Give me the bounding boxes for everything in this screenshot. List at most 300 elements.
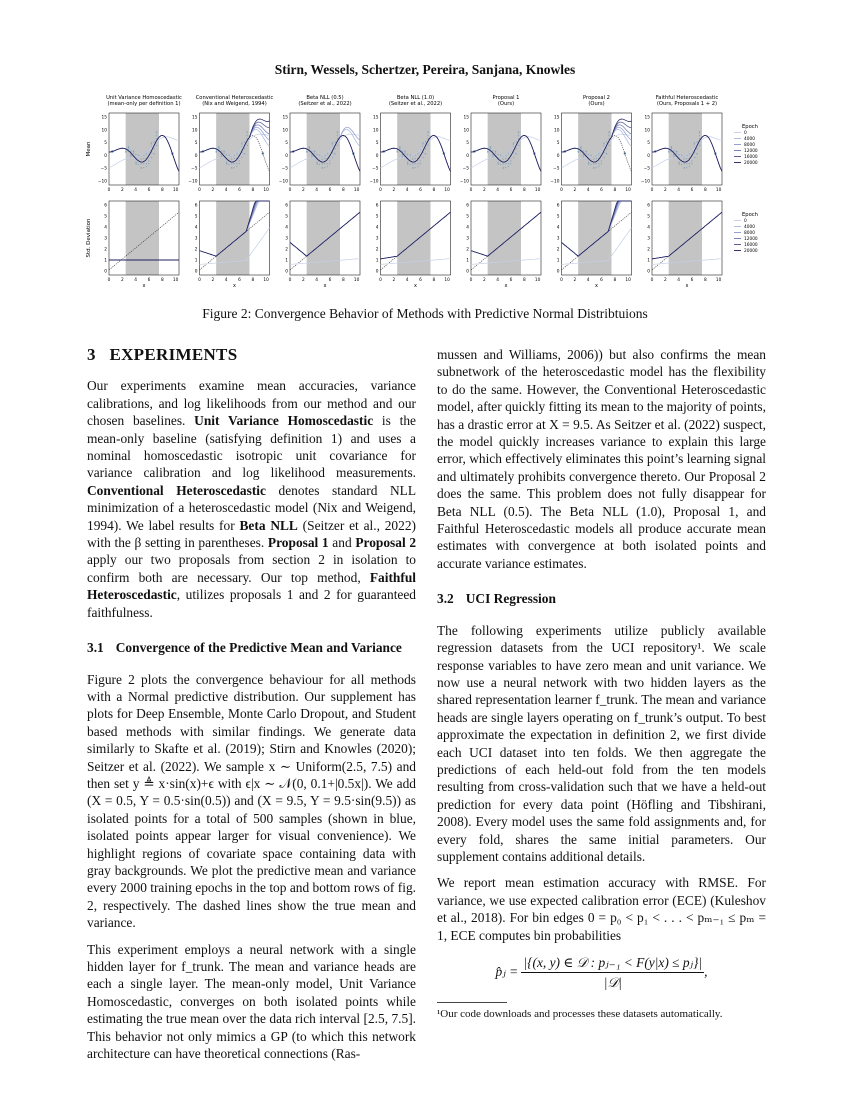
panel-subtitle: (Ours, Proposals 1 + 2) bbox=[656, 101, 718, 107]
legend-label: 12000 bbox=[744, 149, 758, 154]
text-run: (Seitzer et al., 2022) with the β setting in parentheses. bbox=[87, 517, 416, 551]
x-tick-label: 4 bbox=[405, 278, 409, 283]
right-column bbox=[437, 346, 766, 1021]
scatter-point bbox=[508, 163, 509, 164]
x-tick-label: 8 bbox=[432, 278, 436, 283]
scatter-point bbox=[595, 167, 596, 168]
x-tick-label: 2 bbox=[482, 188, 486, 193]
x-tick-label: 6 bbox=[419, 188, 422, 193]
scatter-point bbox=[136, 162, 137, 163]
scatter-point bbox=[244, 148, 245, 149]
y-tick-label: −5 bbox=[100, 166, 107, 172]
x-tick-label: 10 bbox=[625, 278, 631, 283]
section-title bbox=[87, 346, 416, 363]
scatter-point bbox=[425, 141, 426, 142]
x-tick-label: 10 bbox=[715, 188, 722, 193]
scatter-point bbox=[495, 151, 496, 152]
scatter-point bbox=[241, 157, 242, 158]
y-tick-label: 5 bbox=[285, 214, 288, 220]
scatter-point bbox=[428, 145, 429, 146]
scatter-point bbox=[518, 145, 519, 146]
y-tick-label: 0 bbox=[194, 269, 198, 275]
panel-title: Proposal 1 bbox=[492, 95, 520, 101]
y-tick-label: 2 bbox=[375, 247, 379, 253]
y-tick-label: 6 bbox=[647, 203, 650, 209]
scatter-point bbox=[311, 154, 312, 155]
paragraph-network: This experiment employs a neural network with a single hidden layer for f_trunk. The mean and variance heads are each a single layer. The mean-only model, Unit Variance Homoscedastic, converges on both isolated points while estimating the true mean over the data rich interval [2.5, 7.5]. This behavior not only mimics a GP (to which this network architecture can have theoretical connections (Ras- bbox=[87, 941, 416, 1062]
x-tick-label: 8 bbox=[522, 188, 526, 193]
y-tick-label: 3 bbox=[194, 236, 198, 242]
scatter-point bbox=[415, 158, 416, 159]
scatter-point bbox=[417, 166, 418, 167]
x-tick-label: 8 bbox=[703, 278, 707, 283]
y-tick-label: 0 bbox=[466, 153, 469, 159]
y-tick-label: 4 bbox=[104, 225, 107, 231]
scatter-point bbox=[676, 151, 677, 152]
scatter-point bbox=[513, 142, 514, 143]
scatter-point bbox=[337, 131, 338, 132]
panel-subtitle: (Nix and Weigend, 1994) bbox=[202, 101, 267, 107]
y-tick-label: 2 bbox=[194, 247, 198, 253]
scatter-point bbox=[138, 155, 139, 156]
y-tick-label: 5 bbox=[647, 141, 650, 147]
x-tick-label: 8 bbox=[160, 188, 164, 193]
scatter-point bbox=[608, 132, 609, 133]
equation-numerator: |{(x, y) ∈ 𝒟 : pⱼ₋₁ < F(y|x) ≤ pⱼ}| bbox=[521, 954, 704, 973]
y-tick-label: 4 bbox=[194, 225, 198, 231]
panel-subtitle: (Ours) bbox=[497, 101, 515, 107]
text-run: is the mean-only baseline (satisfying definition 1) and uses a nominal homoscedastic isotropic unit covariance for variance calibration and log likelihood measurements. bbox=[87, 413, 416, 481]
panel-subtitle: (Ours) bbox=[588, 101, 605, 107]
y-tick-label: 10 bbox=[373, 128, 379, 134]
x-tick-label: 2 bbox=[211, 278, 215, 283]
equation-tail: , bbox=[704, 963, 708, 979]
x-tick-label: 2 bbox=[120, 278, 124, 283]
paragraph-ece: We report mean estimation accuracy with RMSE. For variance, we use expected calibration error (ECE) (Kuleshov et al., 2018). For bin edges 0 = p₀ < p₁ < . . . < pₘ₋₁ ≤ pₘ = 1, ECE computes bin probabilities bbox=[437, 875, 766, 943]
scatter-point bbox=[329, 160, 330, 161]
x-tick-label: 6 bbox=[238, 278, 241, 283]
y-tick-label: 2 bbox=[104, 247, 107, 253]
y-tick-label: 4 bbox=[556, 225, 560, 231]
scatter-point bbox=[696, 153, 697, 154]
data-region-shade bbox=[216, 201, 249, 275]
y-tick-label: −10 bbox=[459, 179, 469, 185]
x-tick-label: 0 bbox=[469, 278, 473, 283]
scatter-point bbox=[518, 135, 519, 136]
scatter-point bbox=[425, 153, 426, 154]
x-tick-label: 0 bbox=[560, 278, 563, 283]
scatter-point bbox=[684, 168, 685, 169]
scatter-point bbox=[223, 151, 224, 152]
scatter-point bbox=[246, 135, 247, 136]
scatter-point bbox=[606, 153, 607, 154]
data-region-shade bbox=[669, 201, 702, 275]
scatter-point bbox=[681, 164, 682, 165]
y-tick-label: 15 bbox=[463, 115, 469, 121]
legend-title: Epoch bbox=[742, 124, 758, 130]
x-tick-label: 8 bbox=[341, 278, 345, 283]
scatter-point bbox=[153, 141, 154, 142]
y-tick-label: 2 bbox=[647, 247, 650, 253]
scatter-point bbox=[319, 155, 320, 156]
x-axis-label: x bbox=[233, 283, 236, 289]
scatter-point bbox=[138, 164, 139, 165]
x-tick-label: 8 bbox=[160, 278, 164, 283]
method-beta-nll: Beta NLL bbox=[239, 517, 298, 533]
scatter-point bbox=[329, 163, 330, 164]
y-tick-label: 5 bbox=[647, 214, 650, 220]
x-tick-label: 6 bbox=[690, 278, 694, 283]
y-tick-label: 5 bbox=[375, 214, 379, 220]
x-tick-label: 2 bbox=[301, 188, 305, 193]
x-tick-label: 0 bbox=[379, 188, 382, 193]
y-tick-label: 10 bbox=[192, 128, 198, 134]
y-tick-label: 1 bbox=[104, 258, 107, 264]
paragraph-intro bbox=[87, 377, 416, 621]
scatter-point bbox=[598, 166, 599, 167]
x-tick-label: 2 bbox=[392, 278, 396, 283]
x-tick-label: 0 bbox=[198, 278, 201, 283]
scatter-point bbox=[492, 154, 493, 155]
paragraph-figure-description: Figure 2 plots the convergence behaviour for all methods with a Normal predictive distribution. Our supplement has plots for Deep Ensemble, Monte Carlo Dropout, and Student based methods with similar findings. We generate data similarly to Skafte et al. (2019); Stirn and Knowles (2020); Seitzer et al. (2022). We sample x ∼ Uniform(2.5, 7.5) and then set y ≜ x·sin(x)+ϵ with ϵ|x ∼ 𝒩(0, 0.1+|0.5x|). We add (X = 0.5, Y = 0.5·sin(0.5)) and (X = 9.5, Y = 9.5·sin(9.5)) as isolated points for a total of 500 samples (shown in blue, isolated points appear larger for visual convenience). We highlight regions of covariate space containing data with gray backgrounds. We plot the predictive mean and variance every 2000 training epochs in the top and bottom rows of fig. 2, respectively. The dashed lines show the true mean and variance. bbox=[87, 671, 416, 931]
x-tick-label: 6 bbox=[509, 188, 513, 193]
scatter-point bbox=[404, 153, 405, 154]
scatter-point bbox=[420, 163, 421, 164]
scatter-point bbox=[578, 151, 579, 152]
paragraph-uci: The following experiments utilize publicly available regression datasets from the UCI repository¹. We scale response variables to have zero mean and unit variance. We now use a neural network with two hidden layers as the shared representation learner f_trunk. The mean and variance heads are single layers operating on f_trunk’s output. To best approximate the expectation in definition 2, we first divide each UCI dataset into ten folds. We then aggregate the predictions of each held-out fold from the ten models resulting from cross-validation such that we have a held-out prediction for every data point (Höfling and Tibshirani, 2008). Every model uses the same fold assignments and, for every fold, shares the same initial parameters. Our supplement contains additional details. bbox=[437, 622, 766, 864]
y-tick-label: 3 bbox=[104, 236, 107, 242]
y-tick-label: 4 bbox=[466, 225, 469, 231]
row-label-mean: Mean bbox=[86, 141, 92, 157]
y-tick-label: −10 bbox=[188, 179, 198, 185]
scatter-point bbox=[681, 155, 682, 156]
subsection-title bbox=[87, 639, 416, 656]
scatter-point bbox=[503, 163, 504, 164]
x-tick-label: 2 bbox=[482, 278, 486, 283]
scatter-point bbox=[606, 148, 607, 149]
scatter-point bbox=[231, 158, 232, 159]
scatter-point bbox=[515, 141, 516, 142]
x-tick-label: 0 bbox=[288, 278, 292, 283]
scatter-point bbox=[327, 163, 328, 164]
scatter-point bbox=[422, 142, 423, 143]
equation-denominator: |𝒟| bbox=[603, 975, 622, 991]
legend-label: 0 bbox=[744, 131, 747, 136]
scatter-point bbox=[143, 167, 144, 168]
y-tick-label: 3 bbox=[375, 236, 379, 242]
scatter-point bbox=[241, 142, 242, 143]
scatter-point bbox=[327, 166, 328, 167]
x-tick-label: 0 bbox=[560, 188, 563, 193]
scatter-point bbox=[689, 166, 690, 167]
x-tick-label: 10 bbox=[172, 278, 179, 283]
scatter-point bbox=[673, 154, 674, 155]
scatter-point bbox=[334, 148, 335, 149]
x-tick-label: 0 bbox=[650, 188, 654, 193]
x-tick-label: 0 bbox=[107, 188, 111, 193]
y-tick-label: 5 bbox=[375, 141, 379, 147]
text-run: denotes standard NLL minimization of a heteroscedastic model (Nix and Weigend, 1994). We label results for bbox=[87, 482, 416, 533]
method-proposal-1: Proposal 1 bbox=[267, 535, 329, 551]
y-tick-label: −5 bbox=[553, 166, 560, 172]
scatter-point bbox=[153, 148, 154, 149]
scatter-point bbox=[668, 151, 669, 152]
scatter-point bbox=[412, 168, 413, 169]
scatter-point bbox=[583, 154, 584, 155]
y-tick-label: 1 bbox=[375, 258, 379, 264]
y-tick-label: −10 bbox=[550, 179, 560, 185]
y-tick-label: −5 bbox=[191, 166, 198, 172]
y-tick-label: 0 bbox=[647, 269, 650, 275]
y-tick-label: −5 bbox=[643, 166, 650, 172]
x-tick-label: 4 bbox=[134, 278, 138, 283]
scatter-point bbox=[143, 163, 144, 164]
scatter-point bbox=[415, 163, 416, 164]
scatter-point bbox=[311, 150, 312, 151]
scatter-point bbox=[332, 157, 333, 158]
scatter-point bbox=[691, 163, 692, 164]
panel-title: Proposal 2 bbox=[583, 95, 610, 101]
x-tick-label: 4 bbox=[496, 188, 500, 193]
scatter-point bbox=[239, 163, 240, 164]
y-tick-label: 0 bbox=[375, 269, 379, 275]
x-tick-label: 4 bbox=[677, 188, 681, 193]
y-tick-label: 0 bbox=[556, 269, 560, 275]
y-tick-label: 3 bbox=[466, 236, 469, 242]
x-tick-label: 6 bbox=[147, 278, 151, 283]
scatter-point bbox=[676, 153, 677, 154]
scatter-point bbox=[678, 154, 679, 155]
scatter-point bbox=[694, 142, 695, 143]
scatter-point bbox=[498, 162, 499, 163]
x-tick-label: 2 bbox=[120, 188, 124, 193]
scatter-point bbox=[402, 150, 403, 151]
scatter-point bbox=[148, 163, 149, 164]
y-tick-label: 6 bbox=[104, 203, 107, 209]
scatter-point bbox=[337, 145, 338, 146]
scatter-point bbox=[417, 163, 418, 164]
legend-label: 4000 bbox=[744, 137, 755, 142]
data-region-shade bbox=[488, 201, 521, 275]
x-tick-label: 10 bbox=[444, 278, 450, 283]
panel-title: Beta NLL (1.0) bbox=[396, 95, 435, 101]
subsection-title bbox=[437, 590, 766, 607]
y-tick-label: 15 bbox=[644, 115, 650, 121]
x-tick-label: 8 bbox=[432, 188, 436, 193]
scatter-point bbox=[427, 132, 428, 133]
y-tick-label: 0 bbox=[375, 153, 379, 159]
scatter-point bbox=[234, 163, 235, 164]
x-tick-label: 0 bbox=[650, 278, 654, 283]
figure-caption: Figure 2: Convergence Behavior of Methods with Predictive Normal Distribtuions bbox=[202, 306, 648, 321]
y-tick-label: 10 bbox=[644, 128, 650, 134]
y-tick-label: 10 bbox=[282, 128, 288, 134]
y-tick-label: 2 bbox=[466, 247, 469, 253]
x-tick-label: 6 bbox=[147, 188, 151, 193]
scatter-point bbox=[337, 132, 338, 133]
scatter-point bbox=[229, 155, 230, 156]
section-name: EXPERIMENTS bbox=[109, 345, 238, 364]
scatter-point bbox=[686, 167, 687, 168]
scatter-point bbox=[141, 168, 142, 169]
x-axis-label: x bbox=[323, 283, 327, 289]
scatter-point bbox=[427, 131, 428, 132]
x-tick-label: 10 bbox=[263, 188, 269, 193]
scatter-point bbox=[314, 153, 315, 154]
legend-label: 16000 bbox=[744, 243, 758, 248]
legend-label: 8000 bbox=[744, 231, 755, 236]
scatter-point bbox=[510, 163, 511, 164]
scatter-point bbox=[601, 160, 602, 161]
scatter-point bbox=[321, 158, 322, 159]
scatter-point bbox=[133, 151, 134, 152]
x-tick-label: 6 bbox=[600, 188, 603, 193]
scatter-point bbox=[679, 162, 680, 163]
y-tick-label: 10 bbox=[554, 128, 560, 134]
scatter-point bbox=[223, 153, 224, 154]
y-tick-label: 1 bbox=[466, 258, 469, 264]
y-tick-label: 0 bbox=[285, 153, 288, 159]
x-tick-label: 4 bbox=[677, 278, 681, 283]
legend-label: 20000 bbox=[744, 249, 758, 254]
scatter-point bbox=[683, 158, 684, 159]
y-tick-label: −10 bbox=[640, 179, 650, 185]
scatter-point bbox=[397, 151, 398, 152]
scatter-point bbox=[244, 141, 245, 142]
paragraph-continued: mussen and Williams, 2006)) but also confirms the mean subnetwork of the heteroscedastic model has the flexibility to do the same. However, the Conventional Heteroscedastic model, after quickly fitting its mean to the majority of points, has a drastic error at X = 9.5. As Seitzer et al. (2022) suspect, the model quickly increases variance to explain this large error, which effectively eliminates this point’s learning signal and ultimately prohibits convergence thereto. Our Proposal 2 does the same. This problem does not fully disappear for Beta NLL (0.5). The Beta NLL (1.0), Proposal 1, and Faithful Heteroscedastic models all produce accurate mean estimates with convergence at both isolated points and accurate variance estimates. bbox=[437, 347, 766, 571]
x-axis-label: x bbox=[504, 283, 508, 289]
y-tick-label: 5 bbox=[194, 141, 198, 147]
scatter-point bbox=[495, 153, 496, 154]
data-region-shade bbox=[578, 201, 611, 275]
scatter-point bbox=[596, 163, 597, 164]
scatter-point bbox=[151, 142, 152, 143]
x-tick-label: 2 bbox=[573, 278, 577, 283]
text-run: , utilizes proposals 1 and 2 for guaranteed faithfulness. bbox=[87, 587, 416, 620]
y-tick-label: −5 bbox=[462, 166, 469, 172]
scatter-point bbox=[153, 153, 154, 154]
y-tick-label: 3 bbox=[285, 236, 288, 242]
x-tick-label: 6 bbox=[238, 188, 241, 193]
scatter-point bbox=[332, 142, 333, 143]
x-tick-label: 4 bbox=[315, 188, 319, 193]
y-tick-label: 6 bbox=[375, 203, 379, 209]
scatter-point bbox=[500, 164, 501, 165]
panel-title: Conventional Heteroscedastic bbox=[195, 95, 274, 101]
scatter-point bbox=[236, 163, 237, 164]
x-tick-label: 2 bbox=[301, 278, 305, 283]
y-tick-label: 15 bbox=[373, 115, 379, 121]
x-axis-label: x bbox=[685, 283, 689, 289]
scatter-point bbox=[236, 166, 237, 167]
scatter-point bbox=[593, 163, 594, 164]
scatter-point bbox=[135, 154, 136, 155]
scatter-point bbox=[585, 151, 586, 152]
scatter-point bbox=[133, 153, 134, 154]
y-tick-label: 5 bbox=[104, 214, 107, 220]
scatter-point bbox=[420, 160, 421, 161]
scatter-point bbox=[487, 151, 488, 152]
x-tick-label: 4 bbox=[586, 278, 590, 283]
scatter-point bbox=[324, 163, 325, 164]
left-column bbox=[87, 346, 416, 1071]
scatter-point bbox=[148, 160, 149, 161]
scatter-point bbox=[228, 164, 229, 165]
x-tick-label: 4 bbox=[224, 188, 228, 193]
y-tick-label: 15 bbox=[282, 115, 288, 121]
scatter-point bbox=[699, 132, 700, 133]
x-tick-label: 2 bbox=[392, 188, 396, 193]
scatter-point bbox=[492, 150, 493, 151]
y-tick-label: −5 bbox=[281, 166, 288, 172]
x-tick-label: 10 bbox=[353, 278, 360, 283]
x-tick-label: 6 bbox=[509, 278, 513, 283]
row-label-std: Std. Deviation bbox=[86, 218, 92, 258]
scatter-point bbox=[684, 163, 685, 164]
scatter-point bbox=[324, 167, 325, 168]
y-tick-label: 15 bbox=[192, 115, 198, 121]
scatter-point bbox=[247, 145, 248, 146]
y-tick-label: 5 bbox=[285, 141, 288, 147]
x-tick-label: 0 bbox=[107, 278, 111, 283]
subsection-number: 3.2 bbox=[437, 591, 454, 607]
x-tick-label: 6 bbox=[328, 188, 332, 193]
scatter-point bbox=[221, 154, 222, 155]
y-tick-label: 6 bbox=[466, 203, 469, 209]
scatter-point bbox=[125, 151, 126, 152]
method-conventional: Conventional Heteroscedastic bbox=[87, 482, 266, 498]
legend-label: 4000 bbox=[744, 225, 755, 230]
scatter-point bbox=[500, 155, 501, 156]
scatter-point bbox=[583, 150, 584, 151]
scatter-point bbox=[505, 167, 506, 168]
x-tick-label: 10 bbox=[534, 188, 541, 193]
data-region-shade bbox=[126, 201, 159, 275]
footnote: ¹Our code downloads and processes these datasets automatically. bbox=[437, 1007, 723, 1020]
x-tick-label: 6 bbox=[690, 188, 694, 193]
scatter-point bbox=[317, 162, 318, 163]
y-tick-label: −10 bbox=[97, 179, 107, 185]
scatter-point bbox=[146, 166, 147, 167]
y-tick-label: 1 bbox=[647, 258, 650, 264]
y-tick-label: 1 bbox=[556, 258, 560, 264]
scatter-point bbox=[309, 148, 310, 149]
scatter-point bbox=[226, 162, 227, 163]
scatter-point bbox=[696, 148, 697, 149]
y-tick-label: −5 bbox=[372, 166, 379, 172]
scatter-point bbox=[503, 168, 504, 169]
scatter-point bbox=[334, 153, 335, 154]
scatter-point bbox=[518, 131, 519, 132]
scatter-point bbox=[412, 158, 413, 159]
scatter-point bbox=[490, 146, 491, 147]
scatter-point bbox=[502, 158, 503, 159]
scatter-point bbox=[497, 154, 498, 155]
scatter-point bbox=[334, 141, 335, 142]
scatter-point bbox=[128, 146, 129, 147]
x-tick-label: 0 bbox=[469, 188, 473, 193]
scatter-point bbox=[513, 157, 514, 158]
equation-fraction bbox=[521, 954, 704, 992]
footnote-rule bbox=[437, 1002, 507, 1003]
scatter-point bbox=[239, 160, 240, 161]
y-tick-label: 5 bbox=[466, 214, 469, 220]
data-region-shade bbox=[307, 201, 340, 275]
scatter-point bbox=[515, 148, 516, 149]
panel-title: Beta NLL (0.5) bbox=[306, 95, 344, 101]
y-tick-label: 3 bbox=[556, 236, 560, 242]
scatter-point bbox=[691, 160, 692, 161]
